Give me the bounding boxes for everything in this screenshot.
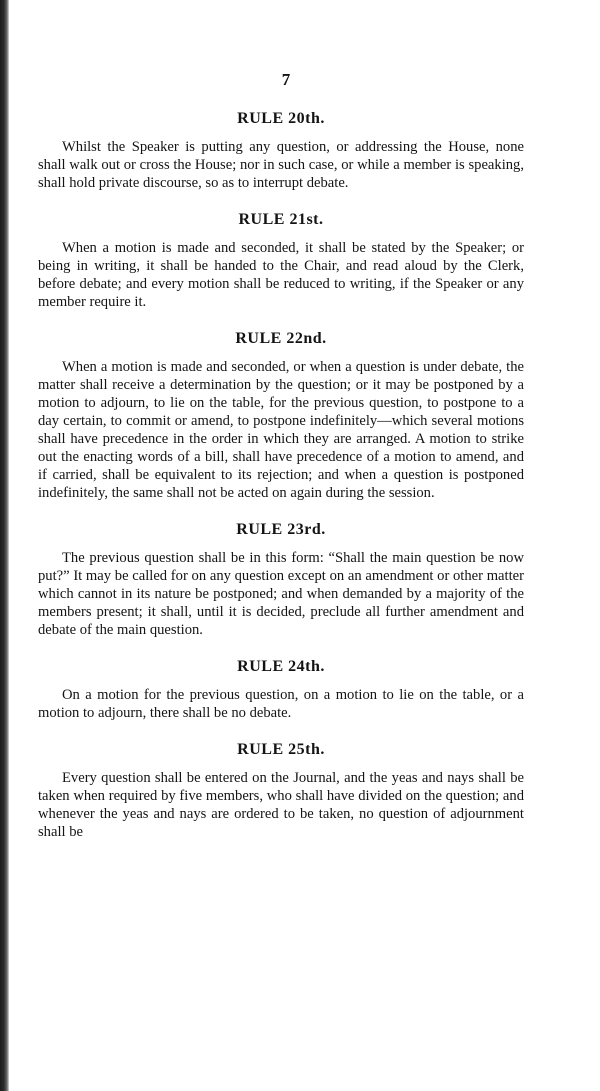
- rule-22: [38, 330, 524, 502]
- rule-23: [38, 521, 524, 639]
- rule-heading: RULE 20th.: [237, 110, 325, 127]
- rule-text: When a motion is made and seconded, it shall be stated by the Speaker; or being in writing, it shall be handed to the Chair, and read aloud by the Clerk, before debate; and every motion shall be reduced to writing, if the Speaker or any member require it.: [38, 240, 524, 310]
- rule-text: The previous question shall be in this form: “Shall the main question be now put?” It may be called for on any question except on an amendment or other matter which cannot in its nature be postponed; and when demanded by a majority of the members present; it shall, until it is decided, preclude all further amendment and debate of the main question.: [38, 550, 524, 638]
- document-page: [38, 70, 524, 860]
- rule-20: [38, 110, 524, 192]
- rule-heading: RULE 24th.: [237, 658, 325, 675]
- page-number: 7: [281, 70, 291, 89]
- rule-text: On a motion for the previous question, on a motion to lie on the table, or a motion to adjourn, there shall be no debate.: [38, 687, 524, 721]
- rule-24: [38, 658, 524, 722]
- rule-heading: RULE 25th.: [237, 741, 325, 758]
- rule-heading: RULE 23rd.: [236, 521, 326, 538]
- rule-25: [38, 741, 524, 841]
- book-binding-edge: [0, 0, 9, 1091]
- rule-21: [38, 211, 524, 311]
- rule-text: When a motion is made and seconded, or when a question is under debate, the matter shall receive a determination by the question; or it may be postponed by a motion to adjourn, to lie on the table, for the previous question, to postpone to a day certain, to commit or amend, to postpone indefinitely—which several motions shall have precedence in the order in which they are arranged. A motion to strike out the enacting words of a bill, shall have precedence of a motion to amend, and if carried, shall be equivalent to its rejection; and when a question is postponed indefinitely, the same shall not be acted on again during the session.: [38, 359, 524, 501]
- rule-heading: RULE 21st.: [238, 211, 324, 228]
- rule-heading: RULE 22nd.: [235, 330, 327, 347]
- rule-text: Whilst the Speaker is putting any question, or addressing the House, none shall walk out or cross the House; nor in such case, or while a member is speaking, shall hold private discourse, so as to interrupt debate.: [38, 139, 524, 191]
- rule-text: Every question shall be entered on the Journal, and the yeas and nays shall be taken when required by five members, who shall have divided on the question; and whenever the yeas and nays are ordered to be taken, no question of adjournment shall be: [38, 770, 524, 840]
